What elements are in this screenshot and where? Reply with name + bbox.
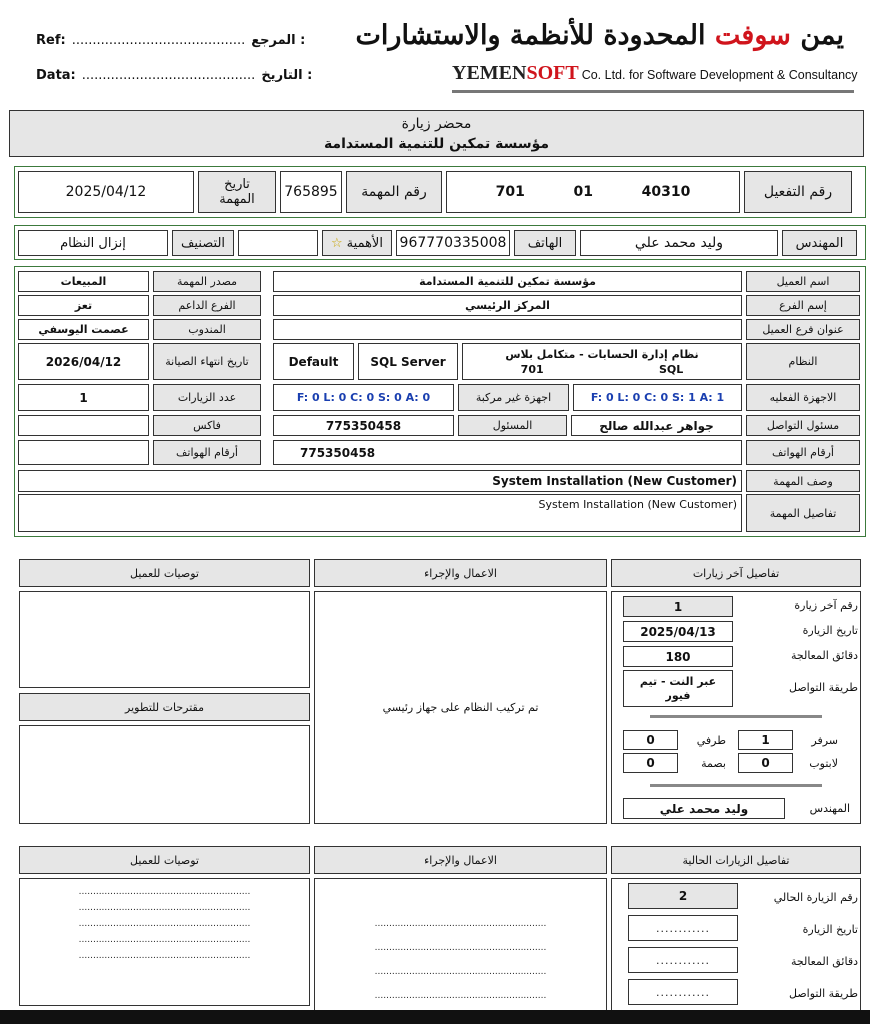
sugg-header: مقترحات للتطوير xyxy=(19,693,310,721)
importance-text: الأهمية xyxy=(346,235,383,251)
details-value xyxy=(18,494,742,532)
rep-value: عصمت اليوسفي xyxy=(18,319,149,340)
ref-line xyxy=(36,33,305,48)
current-method-label: طريقة التواصل xyxy=(789,987,858,1000)
current-actions-header: الاعمال والإجراء xyxy=(314,846,607,874)
db-name: Default xyxy=(273,343,354,380)
devices-not-installed-button[interactable]: اجهزة غير مركبة xyxy=(458,384,569,411)
contact-value: جواهر عبدالله صالح xyxy=(571,415,742,436)
engineer-name: وليد محمد علي xyxy=(580,230,778,256)
branch-value: المركز الرئيسي xyxy=(273,295,742,316)
company-name-en xyxy=(452,62,858,85)
terminal-label: طرفي xyxy=(696,734,726,747)
finger-value: 0 xyxy=(623,753,678,773)
ref-label: Ref: xyxy=(36,33,66,48)
sugg-body xyxy=(19,725,310,824)
phones-label: أرقام الهواتف xyxy=(746,440,860,465)
activation-code3: 701 xyxy=(495,184,525,200)
last-visits-header: تفاصيل آخر زيارات xyxy=(611,559,861,587)
client-label: اسم العميل xyxy=(746,271,860,292)
logo-accent-word: سوفت xyxy=(714,20,791,51)
logo-text-accent: SOFT xyxy=(526,62,579,84)
activation-code1: 40310 xyxy=(641,184,691,200)
rec-line: ............................................................ xyxy=(78,935,251,945)
action-line: ............................................................ xyxy=(374,919,547,929)
current-visit-no: 2 xyxy=(628,883,738,909)
branch-label: إسم الفرع xyxy=(746,295,860,316)
last-date: 2025/04/13 xyxy=(623,621,733,642)
phone-value: 967770335008 xyxy=(396,230,510,256)
rec-line: ............................................................ xyxy=(78,903,251,913)
task-no-label: رقم المهمة xyxy=(346,171,442,213)
phones2-value xyxy=(18,440,149,465)
system-line2-row xyxy=(463,362,741,377)
desc-value: System Installation (New Customer) xyxy=(18,470,742,492)
page-title xyxy=(9,110,864,157)
source-value: المبيعات xyxy=(18,271,149,292)
company-subtitle: Co. Ltd. for Software Development & Consultancy xyxy=(581,68,858,82)
star-icon[interactable]: ☆ xyxy=(331,235,343,251)
last-divider-1 xyxy=(650,715,822,718)
laptop-label: لابتوب xyxy=(809,757,838,770)
last-actions-header: الاعمال والإجراء xyxy=(314,559,607,587)
server-label: سرفر xyxy=(811,734,838,747)
system-value xyxy=(462,343,742,380)
last-minutes-label: دقائق المعالجة xyxy=(790,649,858,662)
resp-label: المسئول xyxy=(458,415,567,436)
data-label-ar: التاريخ : xyxy=(261,68,313,83)
current-minutes-field[interactable]: ............ xyxy=(628,947,738,973)
details-label: تفاصيل المهمة xyxy=(746,494,860,532)
details-text: System Installation (New Customer) xyxy=(538,498,737,511)
phones-value xyxy=(273,440,742,465)
current-actions-body[interactable] xyxy=(314,878,607,1018)
current-header: تفاصيل الزيارات الحالية xyxy=(611,846,861,874)
last-visit-no-label: رقم آخر زيارة xyxy=(794,599,858,612)
current-method-field[interactable]: ............ xyxy=(628,979,738,1005)
phones-text: 775350458 xyxy=(300,445,376,460)
devices2-value: F: 0 L: 0 C: 0 S: 0 A: 0 xyxy=(273,384,454,411)
terminal-value: 0 xyxy=(623,730,678,750)
task-date: 2025/04/12 xyxy=(18,171,194,213)
task-no: 765895 xyxy=(280,171,342,213)
last-eng: وليد محمد علي xyxy=(623,798,785,819)
visits-value: 1 xyxy=(18,384,149,411)
title-line2: مؤسسة تمكين للتنمية المستدامة xyxy=(323,135,550,152)
rec-line: ............................................................ xyxy=(78,951,251,961)
support-value: تعز xyxy=(18,295,149,316)
class-value: إنزال النظام xyxy=(18,230,168,256)
system-line1: نظام إدارة الحسابات - متكامل بلاس xyxy=(505,347,699,361)
support-label: الفرع الداعم xyxy=(153,295,261,316)
last-eng-label: المهندس xyxy=(809,802,850,815)
last-date-label: تاريخ الزيارة xyxy=(802,624,858,637)
db-server: SQL Server xyxy=(358,343,458,380)
activation-code2: 01 xyxy=(573,184,593,200)
last-method-label: طريقة التواصل xyxy=(789,681,858,694)
data-line xyxy=(36,68,312,83)
importance-value xyxy=(238,230,318,256)
laptop-value: 0 xyxy=(738,753,793,773)
last-divider-2 xyxy=(650,784,822,787)
engineer-label: المهندس xyxy=(782,230,857,256)
finger-label: بصمة xyxy=(701,757,726,770)
activation-codes xyxy=(446,171,740,213)
logo-text: YEMENSOFT xyxy=(452,62,579,84)
expiry-label: تاريخ انتهاء الصيانة xyxy=(153,343,261,380)
importance-label xyxy=(322,230,392,256)
rec-line: ............................................................ xyxy=(78,919,251,929)
rec-line: ............................................................ xyxy=(78,887,251,897)
class-label: التصنيف xyxy=(172,230,234,256)
devices-label: الاجهزة الفعليه xyxy=(746,384,860,411)
last-method: عبر النت - تيم فيور xyxy=(623,670,733,707)
action-line: ............................................................ xyxy=(374,967,547,977)
devices-value: F: 0 L: 0 C: 0 S: 1 A: 1 xyxy=(573,384,742,411)
current-visit-no-label: رقم الزيارة الحالي xyxy=(773,891,858,904)
current-date-label: تاريخ الزيارة xyxy=(802,923,858,936)
phone-label: الهاتف xyxy=(514,230,576,256)
last-minutes: 180 xyxy=(623,646,733,667)
contact-label: مسئول التواصل xyxy=(746,415,860,436)
resp-phone: 775350458 xyxy=(273,415,454,436)
bottom-bar xyxy=(0,1010,870,1024)
last-rec-header: توصيات للعميل xyxy=(19,559,310,587)
company-name-ar: يمن سوفت المحدودة للأنظمة والاستشارات xyxy=(355,20,844,51)
current-minutes-label: دقائق المعالجة xyxy=(790,955,858,968)
address-value xyxy=(273,319,742,340)
rep-label: المندوب xyxy=(153,319,261,340)
system-line2: SQL xyxy=(659,362,684,376)
server-value: 1 xyxy=(738,730,793,750)
current-rec-body[interactable] xyxy=(19,878,310,1006)
fax-label: فاكس xyxy=(153,415,261,436)
client-value: مؤسسة تمكين للتنمية المستدامة xyxy=(273,271,742,292)
source-label: مصدر المهمة xyxy=(153,271,261,292)
data-label: Data: xyxy=(36,68,76,83)
ref-label-ar: المرجع : xyxy=(251,33,306,48)
activation-label: رقم التفعيل xyxy=(744,171,852,213)
data-dots: .......................................... xyxy=(81,68,256,83)
system-label: النظام xyxy=(746,343,860,380)
system-code: 701 xyxy=(520,362,544,376)
last-rec-body xyxy=(19,591,310,688)
address-label: عنوان فرع العميل xyxy=(746,319,860,340)
last-visit-no: 1 xyxy=(623,596,733,617)
last-action: تم تركيب النظام على جهاز رئيسي xyxy=(314,591,607,824)
current-rec-header: توصيات للعميل xyxy=(19,846,310,874)
fax-value xyxy=(18,415,149,436)
header-rule xyxy=(452,90,854,93)
current-date-field[interactable]: ............ xyxy=(628,915,738,941)
expiry-value: 2026/04/12 xyxy=(18,343,149,380)
action-line: ............................................................ xyxy=(374,943,547,953)
visits-label: عدد الزيارات xyxy=(153,384,261,411)
title-line1: محضر زيارة xyxy=(401,115,472,132)
task-date-label: تاريخ المهمة xyxy=(198,171,276,213)
action-line: ............................................................ xyxy=(374,991,547,1001)
phones2-label: أرقام الهواتف xyxy=(153,440,261,465)
ref-dots: .......................................... xyxy=(71,33,246,48)
desc-label: وصف المهمة xyxy=(746,470,860,492)
